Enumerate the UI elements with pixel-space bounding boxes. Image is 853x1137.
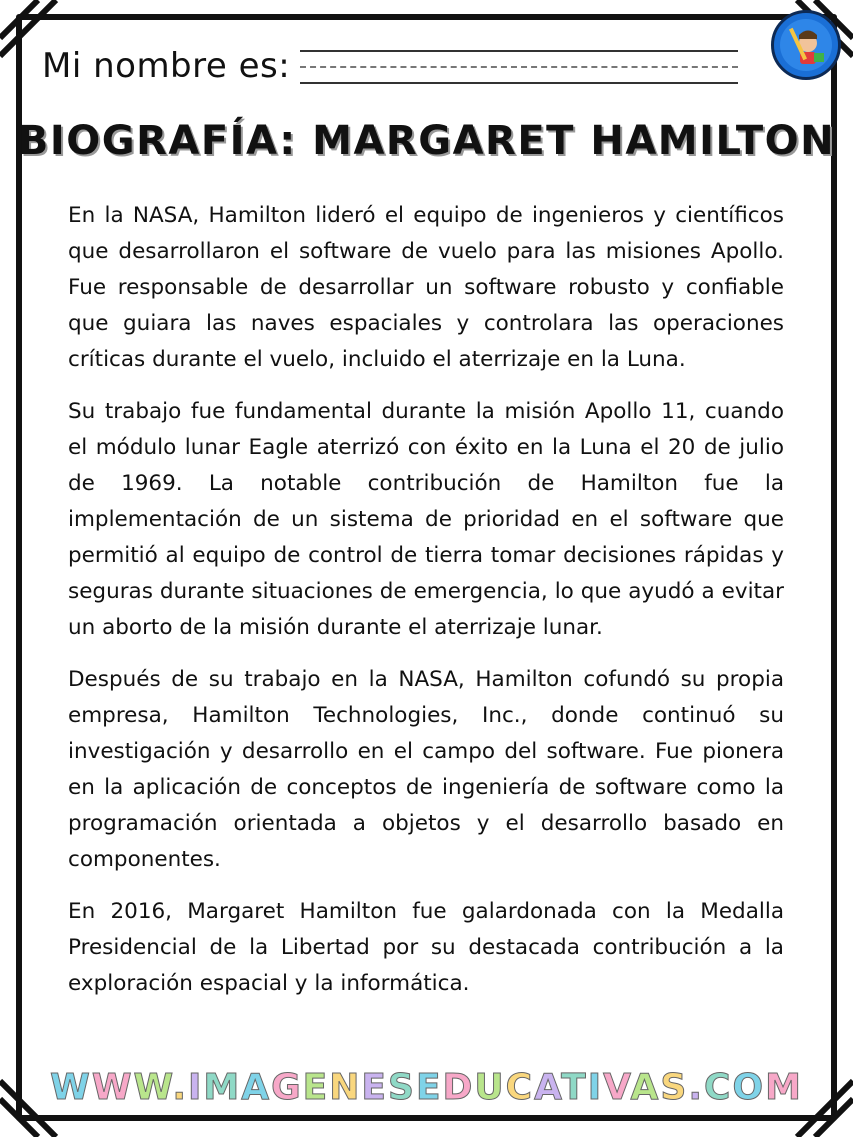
footer-url-letter: U: [474, 1067, 506, 1108]
footer-url-letter: D: [442, 1067, 475, 1108]
footer-url-letter: O: [732, 1067, 766, 1108]
footer-website-url: [0, 1067, 853, 1108]
footer-url-letter: I: [188, 1067, 204, 1108]
name-writing-lines[interactable]: [300, 44, 738, 90]
footer-url-letter: M: [765, 1067, 803, 1108]
footer-url-letter: G: [271, 1067, 303, 1108]
writing-line-mid: [300, 66, 738, 68]
paragraph-2: Su trabajo fue fundamental durante la misión Apollo 11, cuando el módulo lunar Eagle aterrizó con éxito en la Luna el 20 de julio de 1969. La notable contribución de Hamilton fue la implementación de un sistema de prioridad en el software que permitió al equipo de control de tierra tomar decisiones rápidas y seguras durante situaciones de emergencia, lo que ayudó a evitar un aborto de la misión durante el aterrizaje lunar.: [68, 399, 784, 640]
imageneseducativas-logo-icon: [771, 10, 841, 80]
footer-url-letter: V: [603, 1067, 631, 1108]
paragraph-1: En la NASA, Hamilton lideró el equipo de ingenieros y científicos que desarrollaron el software de vuelo para las misiones Apollo. Fue responsable de desarrollar un software robusto y confiable que guiara las naves espaciales y controlara las operaciones críticas durante el vuelo, incluido el aterrizaje en la Luna.: [68, 203, 784, 372]
footer-url-letter: A: [630, 1067, 661, 1108]
footer-url-letter: A: [534, 1067, 562, 1108]
footer-url-letter: S: [388, 1067, 416, 1108]
footer-url-letter: C: [505, 1067, 535, 1108]
footer-url-letter: S: [660, 1067, 689, 1108]
footer-url-letter: M: [203, 1067, 242, 1108]
footer-url-letter: E: [361, 1067, 388, 1108]
writing-line-top: [300, 50, 738, 52]
footer-url-letter: .: [688, 1067, 705, 1108]
footer-url-letter: W: [50, 1067, 92, 1108]
footer-url-letter: W: [133, 1067, 173, 1108]
footer-url-letter: .: [172, 1067, 188, 1108]
footer-url-letter: E: [302, 1067, 330, 1108]
page-title: BIOGRAFÍA: MARGARET HAMILTON: [17, 118, 836, 164]
footer-url-letter: T: [561, 1067, 588, 1108]
footer-url-letter: E: [415, 1067, 443, 1108]
paragraph-4: En 2016, Margaret Hamilton fue galardonada con la Medalla Presidencial de la Libertad por su destacada contribución a la exploración espacial y la informática.: [68, 899, 784, 996]
footer-url-letter: W: [91, 1067, 134, 1108]
writing-line-bottom: [300, 82, 738, 84]
paragraph-3: Después de su trabajo en la NASA, Hamilton cofundó su propia empresa, Hamilton Technologies, Inc., donde continuó su investigación y desarrollo en el campo del software. Fue pionera en la aplicación de conceptos de ingeniería de software como la programación orientada a objetos y el desarrollo basado en componentes.: [68, 667, 784, 872]
biography-text: [68, 198, 784, 1018]
footer-url-letter: I: [587, 1067, 604, 1108]
name-label: Mi nombre es:: [42, 46, 291, 86]
footer-url-letter: C: [704, 1067, 733, 1108]
footer-url-letter: A: [241, 1067, 272, 1108]
footer-url-letter: N: [329, 1067, 362, 1108]
